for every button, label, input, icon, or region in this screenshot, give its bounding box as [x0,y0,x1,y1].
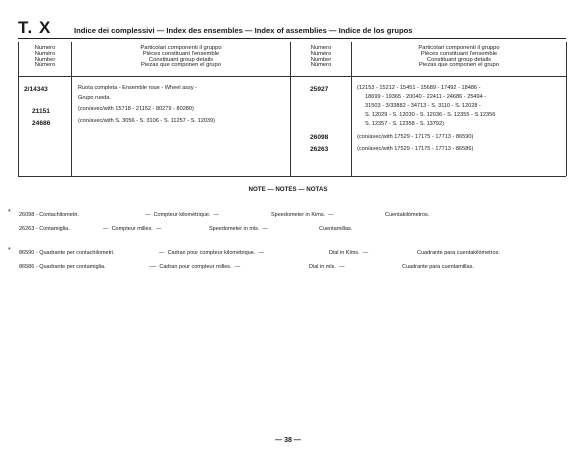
note-fr: Compteur milles. [111,226,153,232]
note-fr-cell: — Compteur kilométrique. — [145,212,219,218]
note-number: 86586 [19,264,35,270]
note-fr-cell: — Cadran pour compteur kilométrique. — [159,250,264,256]
note-fr-cell: -— Cadran pour compteur milles. — [149,264,241,270]
note-en: Dial in Klms. [329,250,360,256]
note-line: 26098 - Contachilometri. — Compteur kilométrique. — Speedometer in Kims. — Cuentakilómetros. [19,212,430,218]
parts-line: 31503 - 3/33882 - 34713 - S. 3110 - S. 12028 - [365,103,481,109]
group-description-line: Grupo rueda. [78,94,111,101]
header-number-es: Número [34,62,56,69]
header-number-it: Numero [310,45,332,51]
header-number-en: Number [310,56,332,63]
header-parts-es: Piezas que componen el grupo [419,62,499,69]
note-en-cell: Speedometer in mls. — [209,226,269,232]
alt-description: (con/avec/with 15718 - 21152 - 80279 - 80280) [78,106,194,112]
note-fr: Cadran pour compteur kilométrique. [167,250,256,256]
note-fr: Cadran pour compteur milles. [159,264,232,270]
note-it: Contachilometri. [39,212,79,218]
header-parts-es: Piezas que componen el grupo [141,62,221,69]
notes-title: NOTE — NOTES — NOTAS [248,186,328,193]
header-parts-right [352,46,566,69]
parts-line: (12153 - 15212 - 15451 - 15689 - 17492 - 18486 - [357,85,481,91]
page-number: — 38 — [275,437,301,444]
assembly-parts [357,84,495,129]
group-number: 2/14343 [24,86,48,93]
note-it: Contamiglia. [39,226,70,232]
note-fr-cell: — Compteur milles. — [103,226,162,232]
note-number: 86590 [19,250,35,256]
note-number: 26098 [19,212,35,218]
note-en-cell: Dial in mls. — [309,264,345,270]
assembly-variant: (con/avec/with 17529 - 17175 - 17713 - 86586) [357,146,474,152]
header-parts-fr: Pièces constituant l'ensemble [420,50,498,57]
header-number-fr: Numéro [310,50,332,57]
section-label: T. X [18,18,52,37]
note-it: Quadrante per contamiglia. [39,264,106,270]
parts-line: S. 12029 - S. 12030 - S. 12036 - S. 12355 - S.12356 [365,112,496,118]
note-line: 86590 - Quadrante per contachilometri. — Cadran pour compteur kilométrique. — Dial in Klms. — Cuadrante para cuentakilómetros. [19,250,500,256]
header-number-fr: Numéro [34,50,56,57]
note-fr: Compteur kilométrique. [153,212,211,218]
header-parts-it: Particolari componenti il gruppo [140,45,222,51]
table-bottom-rule [18,176,566,177]
header-bottom-rule [18,76,566,77]
note-es: Cuadrante para cuentamillas. [402,264,474,270]
alt-number: 24686 [32,120,51,127]
note-en-cell: Dial in Klms. — [329,250,369,256]
header-number-right [291,46,351,69]
header-parts-it: Particolari componenti il gruppo [418,45,500,51]
note-line: 86586 - Quadrante per contamiglia. -— Cadran pour compteur milles. — Dial in mls. — Cuadrante para cuentamillas. [19,264,474,270]
alt-number: 21151 [32,108,50,115]
assembly-variant: (con/avec/with 17529 - 17175 - 17713 - 86590) [357,134,474,140]
group-description-line: Ruota completa - Ensemble roue - Wheel assy - [78,85,198,91]
header-number-left [19,46,71,69]
note-marker: * [8,247,11,254]
table-right-border [566,42,567,176]
note-en-cell: Speedometer in Kims. — [271,212,334,218]
note-it: Quadrante per contachilometri. [39,250,115,256]
header-parts-en: Constituant group details [426,56,492,63]
note-line: 26263 - Contamiglia. — Compteur milles. — Speedometer in mls. — Cuentamillas. [19,226,353,232]
note-en: Dial in mls. [309,264,336,270]
header-number-it: Numero [34,45,56,51]
note-marker: * [8,209,11,216]
note-es: Cuadrante para cuentakilómetros. [417,250,500,256]
parts-line: S. 12357 - S. 12358 - S. 13792) [365,121,444,127]
note-es: Cuentamillas. [319,226,353,232]
header-number-es: Número [310,62,332,69]
assembly-number: 25927 [310,86,329,93]
header-parts-left [72,46,290,69]
group-description [78,84,197,103]
note-en: Speedometer in Kims. [271,212,326,218]
parts-line: 18699 - 19365 - 20040 - 22411 - 24686 - 25494 - [365,94,487,100]
index-heading: Indice dei complessivi — Index des ensembles — Index of assemblies — Indice de los grupos [74,26,413,35]
alt-description: (con/avec/with S. 3056 - S. 3106 - S. 11257 - S. 12039) [78,118,216,124]
assembly-number: 26098 [310,134,329,141]
note-en: Speedometer in mls. [209,226,260,232]
header-number-en: Number [34,56,56,63]
note-es: Cuentakilómetros. [385,212,430,218]
header-parts-fr: Pièces constituant l'ensemble [142,50,220,57]
header-parts-en: Constituant group details [148,56,214,63]
note-number: 26263 [19,226,35,232]
assembly-number: 26263 [310,146,329,153]
top-rule [18,38,566,39]
